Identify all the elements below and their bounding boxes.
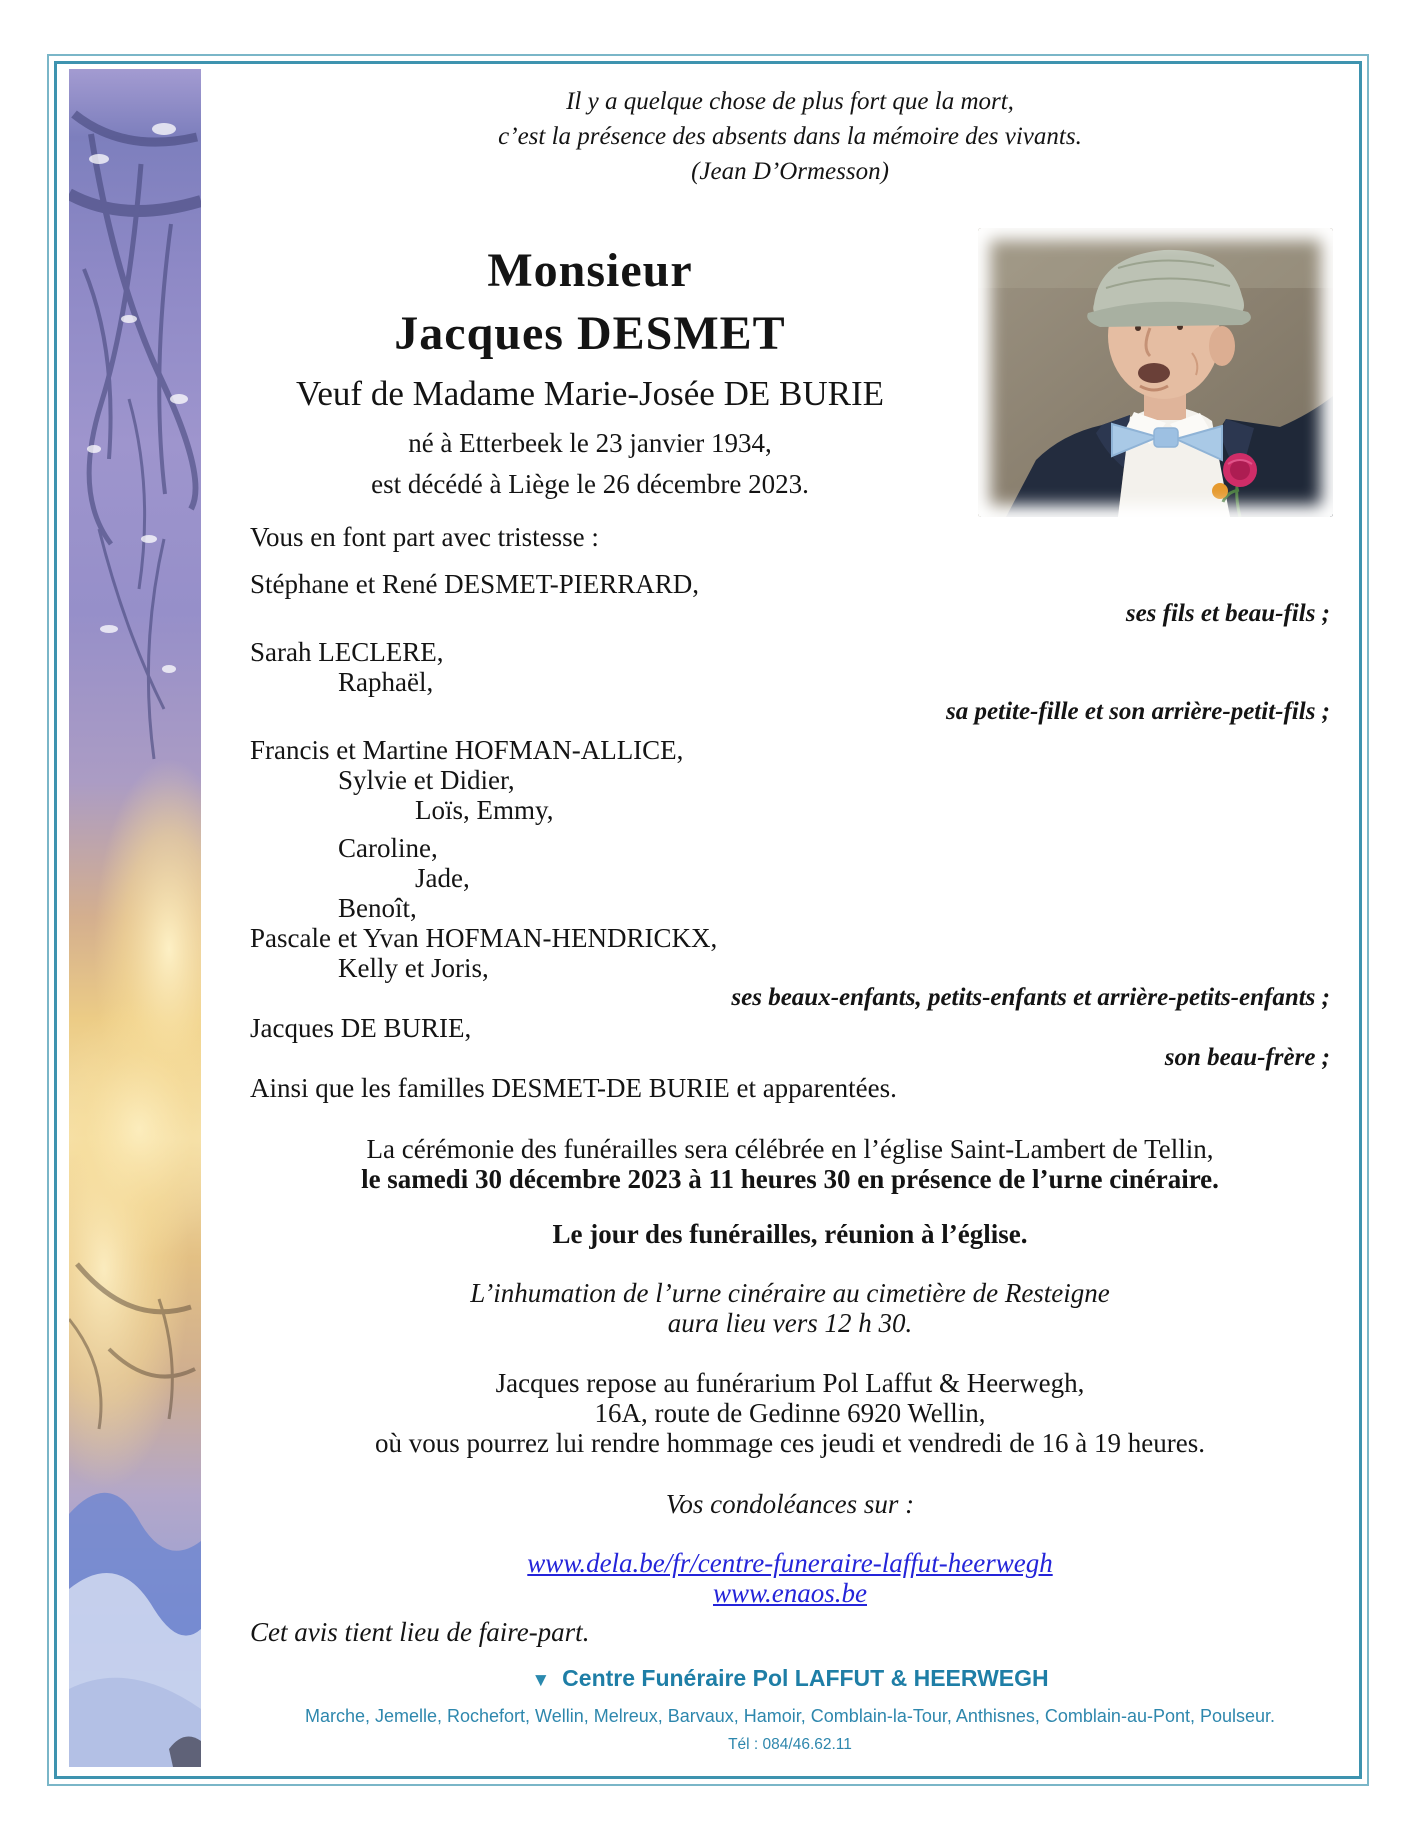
repose-hours-line: où vous pourrez lui rendre hommage ces jeudi et vendredi de 16 à 19 heures.	[375, 1428, 1205, 1458]
closing-notice: Cet avis tient lieu de faire-part.	[250, 1617, 590, 1647]
announcement-intro: Vous en font part avec tristesse :	[250, 522, 599, 552]
family-line: Raphaël,	[338, 667, 434, 697]
deceased-title-block	[235, 240, 945, 503]
family-line: Francis et Martine HOFMAN-ALLICE,	[250, 735, 684, 765]
family-line: Benoît,	[338, 893, 417, 923]
ceremony-details	[250, 1134, 1330, 1608]
inhumation-line: L’inhumation de l’urne cinéraire au cimetière de Resteigne	[470, 1278, 1110, 1308]
sidebar-winter-image	[69, 69, 201, 1767]
footer-locations: Marche, Jemelle, Rochefort, Wellin, Melreux, Barvaux, Hamoir, Comblain-la-Tour, Anthisnes, Comblain-au-Pont, Poulseur.	[304, 1706, 1276, 1726]
relation-line: ses fils et beau-fils ;	[1125, 600, 1330, 627]
family-line: Kelly et Joris,	[338, 953, 489, 983]
footer-brand	[250, 1664, 1330, 1695]
inhumation-time-line: aura lieu vers 12 h 30.	[667, 1308, 913, 1338]
family-line: Pascale et Yvan HOFMAN-HENDRICKX,	[250, 923, 718, 953]
footer-phone: Tél : 084/46.62.11	[728, 1736, 852, 1753]
dela-triangle-icon: ▼	[531, 1670, 551, 1691]
relation-line: sa petite-fille et son arrière-petit-fils ;	[946, 698, 1330, 725]
family-line: Sylvie et Didier,	[338, 765, 515, 795]
reunion-line: Le jour des funérailles, réunion à l’église.	[552, 1219, 1028, 1249]
death-line: est décédé à Liège le 26 décembre 2023.	[371, 469, 809, 499]
family-announcement-list	[250, 522, 1330, 1103]
footer-brand-name: Centre Funéraire Pol LAFFUT & HEERWEGH	[562, 1665, 1049, 1691]
condolence-link-enaos[interactable]: www.enaos.be	[713, 1578, 867, 1608]
families-closing-line: Ainsi que les familles DESMET-DE BURIE et apparentées.	[250, 1073, 897, 1103]
repose-address-line: 16A, route de Gedinne 6920 Wellin,	[594, 1398, 986, 1428]
relation-line: ses beaux-enfants, petits-enfants et arrière-petits-enfants ;	[731, 984, 1330, 1011]
deceased-name: Jacques DESMET	[394, 307, 786, 360]
funeral-home-footer	[250, 1664, 1330, 1755]
deceased-honorific: Monsieur	[487, 244, 693, 297]
family-line: Sarah LECLERE,	[250, 637, 444, 667]
quote-line: c’est la présence des absents dans la mémoire des vivants.	[498, 123, 1082, 150]
ceremony-datetime-line: le samedi 30 décembre 2023 à 11 heures 30 en présence de l’urne cinéraire.	[361, 1164, 1219, 1194]
quote-line: Il y a quelque chose de plus fort que la mort,	[566, 88, 1014, 115]
quote-author: (Jean D’Ormesson)	[691, 158, 889, 185]
portrait-photo	[978, 228, 1333, 517]
widower-line: Veuf de Madame Marie-Josée DE BURIE	[295, 374, 884, 413]
condolence-link-dela[interactable]: www.dela.be/fr/centre-funeraire-laffut-heerwegh	[527, 1548, 1053, 1578]
family-line: Caroline,	[338, 833, 438, 863]
ceremony-line: La cérémonie des funérailles sera célébrée en l’église Saint-Lambert de Tellin,	[366, 1134, 1214, 1164]
repose-line: Jacques repose au funérarium Pol Laffut & Heerwegh,	[495, 1368, 1085, 1398]
birth-line: né à Etterbeek le 23 janvier 1934,	[408, 428, 772, 458]
family-line: Jade,	[415, 863, 470, 893]
family-line: Jacques DE BURIE,	[250, 1013, 472, 1043]
opening-quote	[250, 84, 1330, 189]
family-line: Loïs, Emmy,	[415, 795, 554, 825]
condolences-intro: Vos condoléances sur :	[665, 1489, 915, 1519]
relation-line: son beau-frère ;	[1164, 1044, 1330, 1071]
family-line: Stéphane et René DESMET-PIERRARD,	[250, 569, 699, 599]
